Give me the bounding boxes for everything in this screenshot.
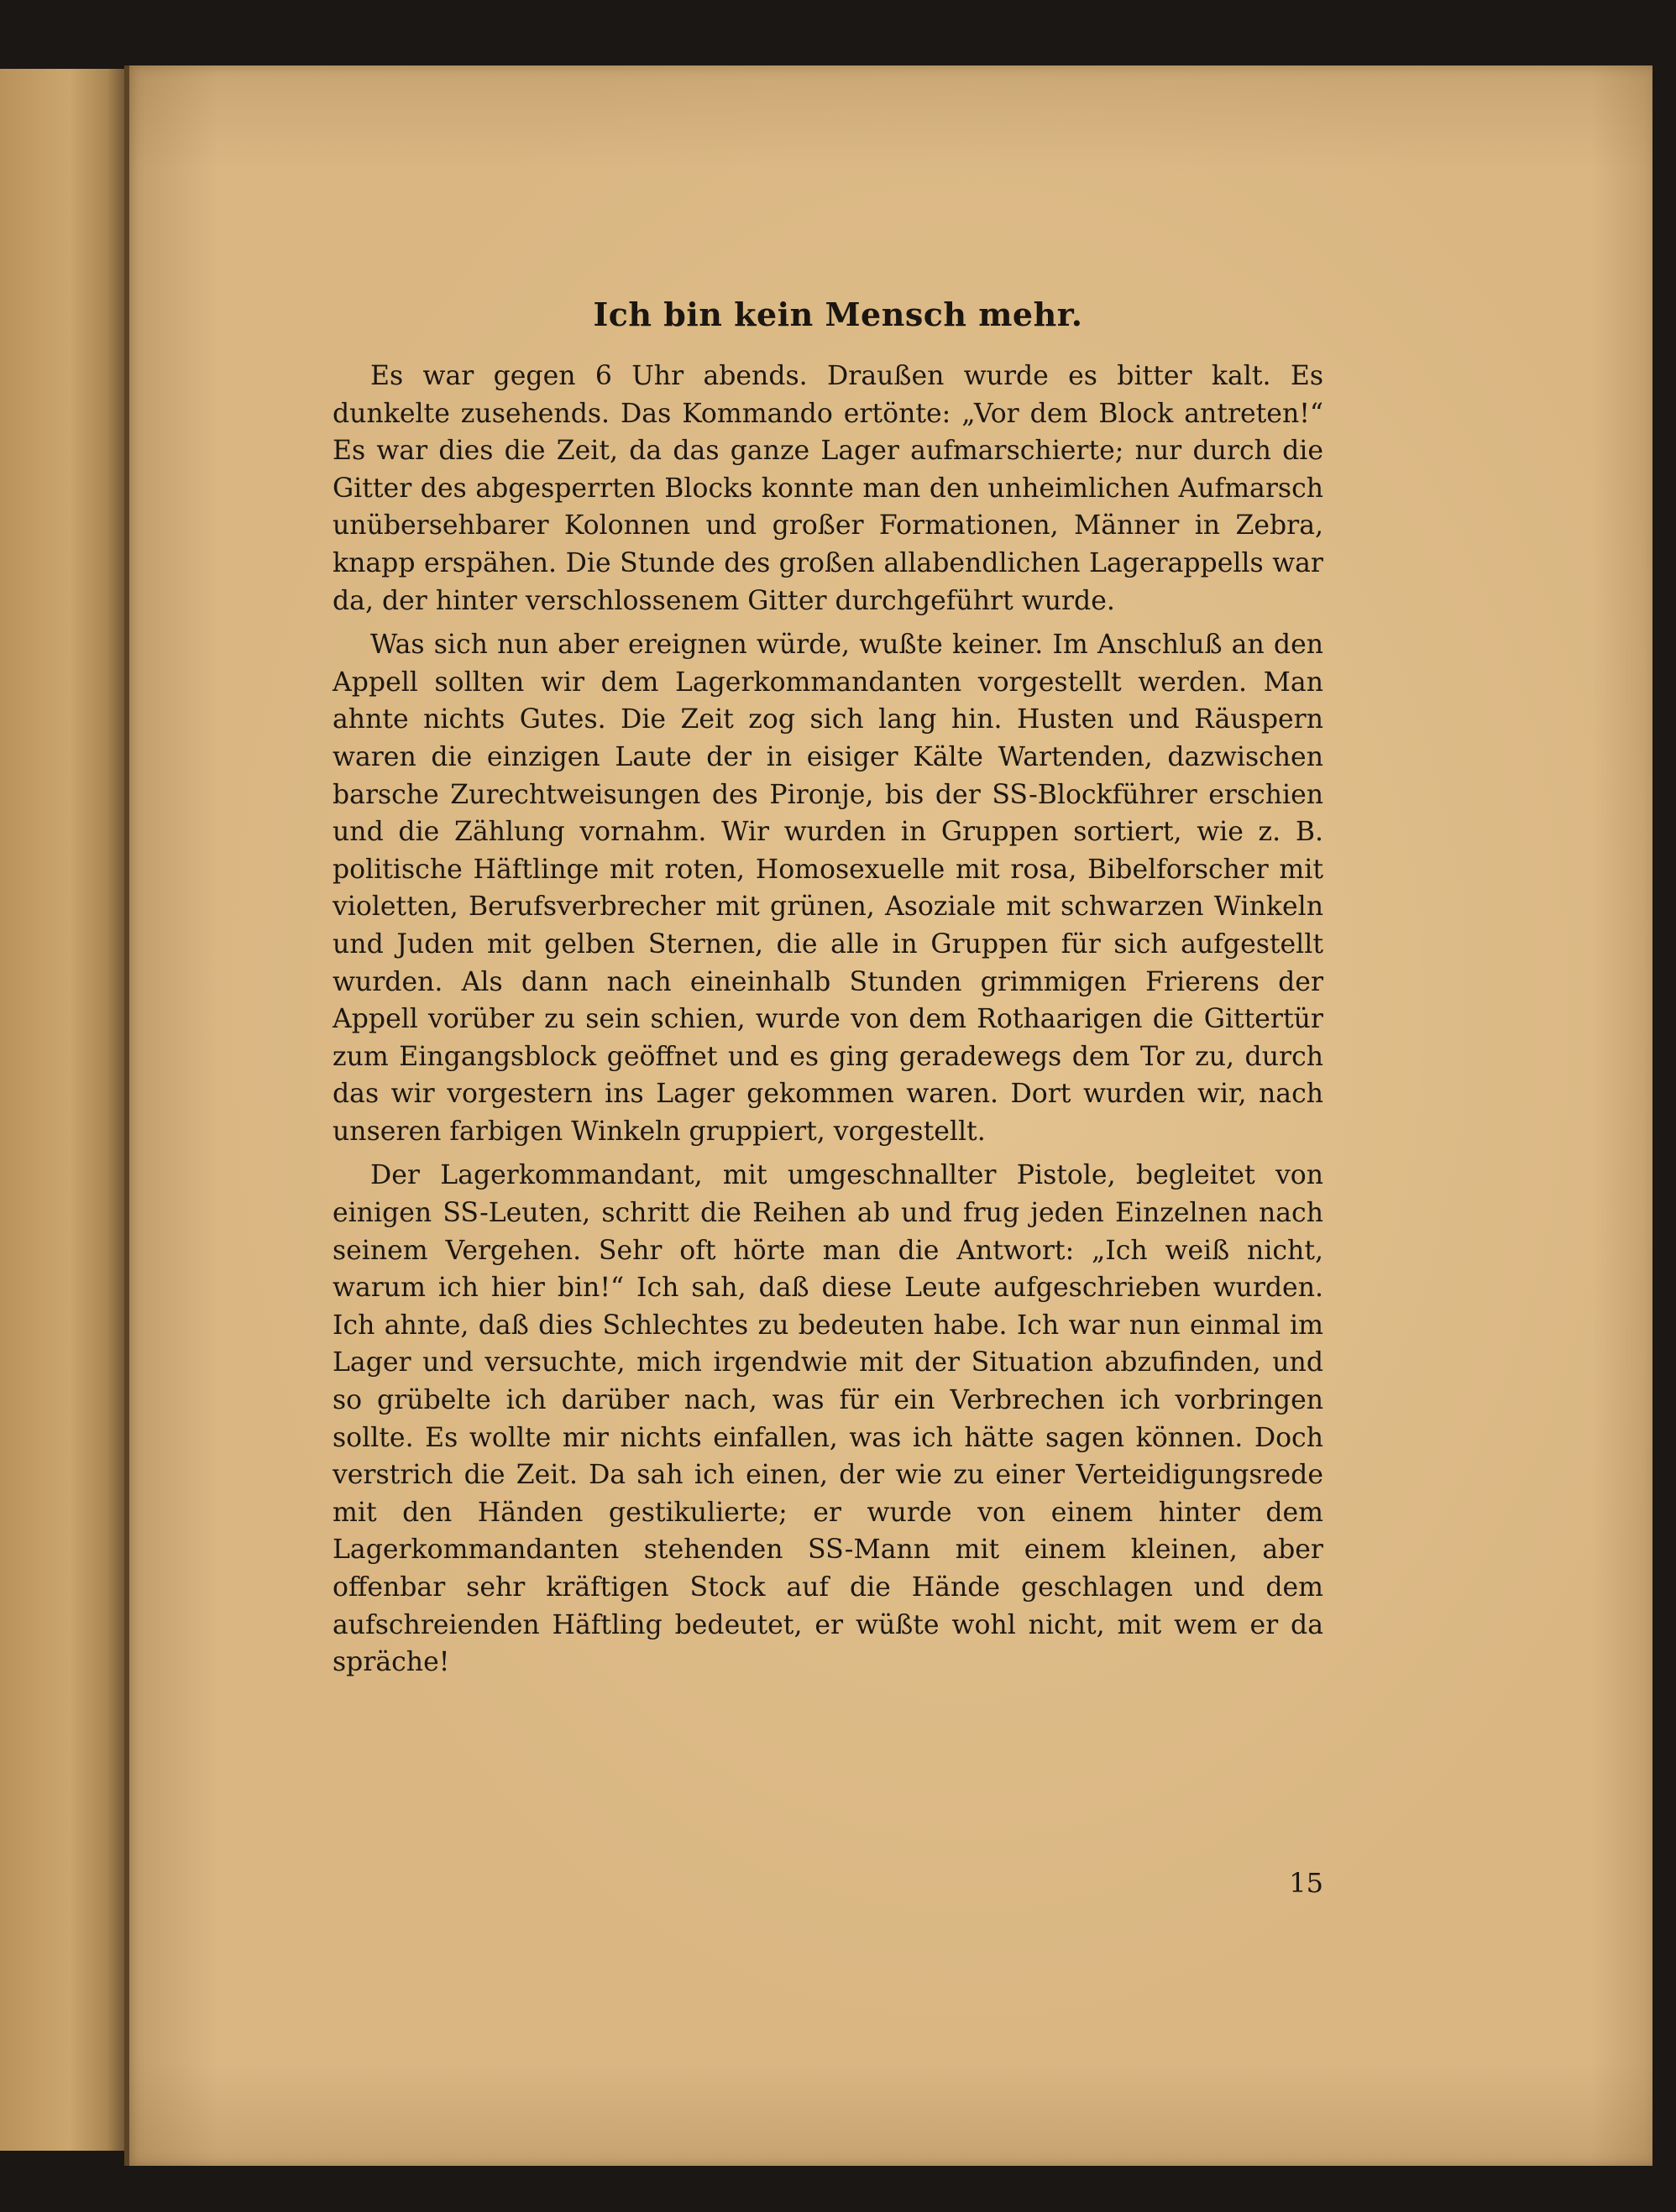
page-number: 15 [1289, 1867, 1323, 1899]
body-text [333, 358, 1323, 1681]
book-gutter [124, 65, 129, 2166]
facing-page-edge [0, 69, 126, 2151]
paragraph-3: Der Lagerkommandant, mit umgeschnallter Pistole, begleitet von einigen SS-Leuten, schritt die Reihen ab und frug jeden Einzelnen nach seinem Vergehen. Sehr oft hörte man die Antwort: „Ich weiß nicht, warum ich hier bin!“ Ich sah, daß diese Leute aufgeschrieben wurden. Ich ahnte, daß dies Schlechtes zu bedeuten habe. Ich war nun einmal im Lager und versuchte, mich irgendwie mit der Situation abzufinden, und so grübelte ich darüber nach, was für ein Verbrechen ich vorbringen sollte. Es wollte mir nichts einfallen, was ich hätte sagen können. Doch verstrich die Zeit. Da sah ich einen, der wie zu einer Verteidigungsrede mit den Händen gestikulierte; er wurde von einem hinter dem Lagerkommandanten stehenden SS-Mann mit einem kleinen, aber offenbar sehr kräftigen Stock auf die Hände geschlagen und dem aufschreienden Häftling bedeutet, er wüßte wohl nicht, mit wem er da spräche! [333, 1160, 1323, 1678]
paragraph-1: Es war gegen 6 Uhr abends. Draußen wurde es bitter kalt. Es dunkelte zusehends. Das Kommando ertönte: „Vor dem Block antreten!“ Es war dies die Zeit, da das ganze Lager aufmarschierte; nur durch die Gitter des abgesperrten Blocks konnte man den unheimlichen Aufmarsch unübersehbarer Kolonnen und großer Formationen, Männer in Zebra, knapp erspähen. Die Stunde des großen allabendlichen Lagerappells war da, der hinter verschlossenem Gitter durchgeführt wurde. [333, 361, 1323, 616]
chapter-title: Ich bin kein Mensch mehr. [593, 295, 1083, 333]
paragraph-2: Was sich nun aber ereignen würde, wußte keiner. Im Anschluß an den Appell sollten wir dem Lagerkommandanten vorgestellt werden. Man ahnte nichts Gutes. Die Zeit zog sich lang hin. Husten und Räuspern waren die einzigen Laute der in eisiger Kälte Wartenden, dazwischen barsche Zurechtweisungen des Pironje, bis der SS-Blockführer erschien und die Zählung vornahm. Wir wurden in Gruppen sortiert, wie z. B. politische Häftlinge mit roten, Homosexuelle mit rosa, Bibelforscher mit violetten, Berufsverbrecher mit grünen, Asoziale mit schwarzen Winkeln und Juden mit gelben Sternen, die alle in Gruppen für sich aufgestellt wurden. Als dann nach eineinhalb Stunden grimmigen Frierens der Appell vorüber zu sein schien, wurde von dem Rothaarigen die Gittertür zum Eingangsblock geöffnet und es ging geradewegs dem Tor zu, durch das wir vorgestern ins Lager gekommen waren. Dort wurden wir, nach unseren farbigen Winkeln gruppiert, vorgestellt. [333, 630, 1323, 1147]
